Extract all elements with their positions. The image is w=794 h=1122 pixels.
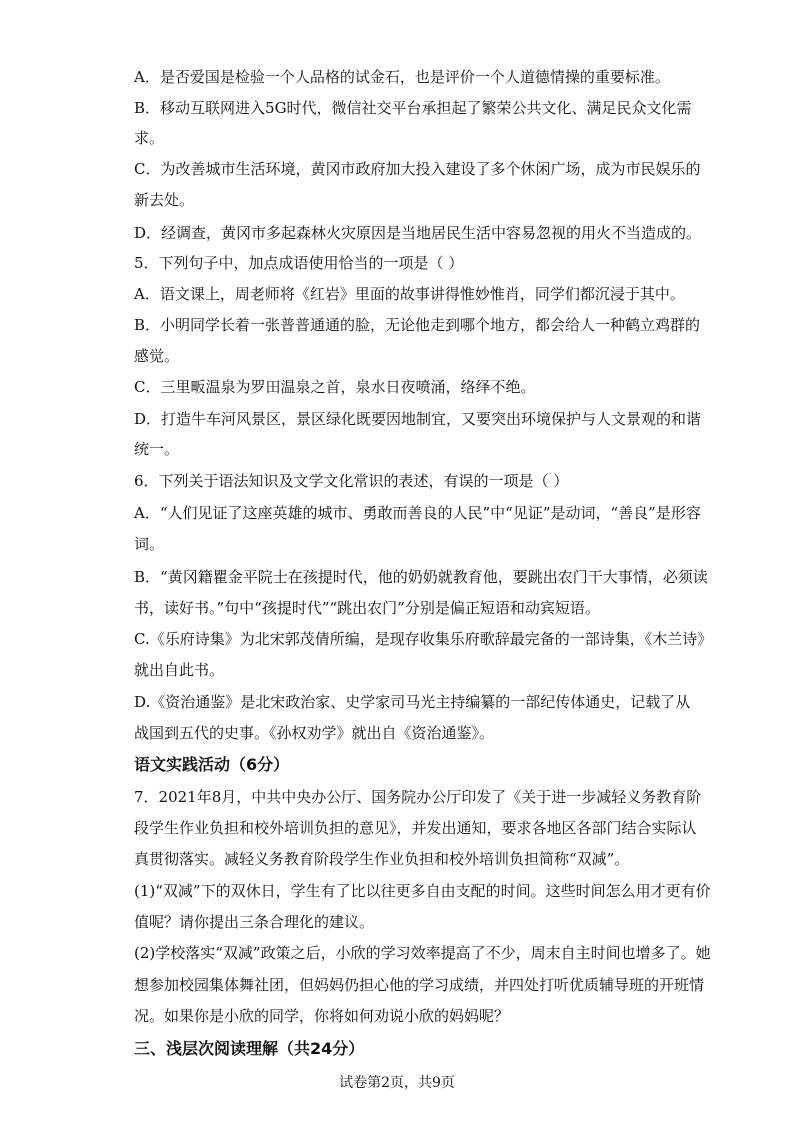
option-d-q6: D.《资治通鉴》是北宋政治家、史学家司马光主持编纂的一部纪传体通史，记载了从 [134, 693, 691, 711]
option-c-q6-cont: 就出自此书。 [134, 661, 225, 679]
question-7-cont-2: 真贯彻落实。减轻义务教育阶段学生作业负担和校外培训负担简称“双减”。 [134, 850, 630, 868]
option-b-q6-cont: 书，读好书。”句中“孩提时代”“跳出农门”分别是偏正短语和动宾短语。 [134, 599, 600, 617]
question-7-part-2-cont-1: 想参加校园集体舞社团，但妈妈仍担心他的学习成绩，并四处打听优质辅导班的开班情 [134, 976, 705, 994]
option-b-q6: B．“黄冈籍瞿金平院士在孩提时代，他的奶奶就教育他，要跳出农门干大事情，必须读 [134, 568, 708, 586]
option-c-q5: C．三里畈温泉为罗田温泉之首，泉水日夜喷涌，络绎不绝。 [134, 378, 536, 396]
page-footer: 试卷第2页，共9页 [339, 1075, 455, 1091]
option-b-q5: B．小明同学长着一张普普通通的脸，无论他走到哪个地方，都会给人一种鹤立鸡群的 [134, 316, 701, 334]
question-7: 7．2021年8月，中共中央办公厅、国务院办公厅印发了《关于进一步减轻义务教育阶 [134, 788, 702, 806]
section-heading-reading: 三、浅层次阅读理解（共24分） [134, 1039, 365, 1058]
question-7-cont-1: 段学生作业负担和校外培训负担的意见》，并发出通知，要求各地区各部门结合实际认 [134, 819, 697, 837]
option-c-q4: C．为改善城市生活环境，黄冈市政府加大投入建设了多个休闲广场，成为市民娱乐的 [134, 160, 701, 178]
question-7-part-2: (2)学校落实“双减”政策之后，小欣的学习效率提高了不少，周末自主时间也增多了。她 [134, 944, 711, 962]
option-b-q4: B．移动互联网进入5G时代，微信社交平台承担起了繁荣公共文化、满足民众文化需 [134, 99, 692, 117]
option-d-q5: D．打造牛车河风景区，景区绿化既要因地制宜，又要突出环境保护与人文景观的和谐 [134, 410, 702, 428]
option-a-q6: A．“人们见证了这座英雄的城市、勇敢而善良的人民”中“见证”是动词，“善良”是形容 [134, 504, 701, 522]
option-d-q5-cont: 统一。 [134, 440, 180, 458]
option-d-q4: D．经调查，黄冈市多起森林火灾原因是当地居民生活中容易忽视的用火不当造成的。 [134, 224, 702, 242]
question-7-part-1-cont: 值呢？请你提出三条合理化的建议。 [134, 913, 375, 931]
section-heading-practice: 语文实践活动（6分） [134, 755, 290, 774]
question-5: 5．下列句子中，加点成语使用恰当的一项是（ ） [134, 254, 464, 272]
option-a-q5: A．语文课上，周老师将《红岩》里面的故事讲得惟妙惟肖，同学们都沉浸于其中。 [134, 285, 685, 303]
option-b-q5-cont: 感觉。 [134, 347, 180, 365]
question-7-part-1: (1)“双减”下的双休日，学生有了比以往更多自由支配的时间。这些时间怎么用才更有价 [134, 882, 711, 900]
question-6: 6．下列关于语法知识及文学文化常识的表述，有误的一项是（ ） [134, 472, 569, 490]
option-c-q4-cont: 新去处。 [134, 191, 195, 209]
option-a-q6-cont: 词。 [134, 535, 165, 553]
option-a-q4: A．是否爱国是检验一个人品格的试金石，也是评价一个人道德情操的重要标准。 [134, 68, 670, 86]
option-d-q6-cont: 战国到五代的史事。《孙权劝学》就出自《资治通鉴》。 [134, 724, 495, 742]
option-b-q4-cont: 求。 [134, 129, 165, 147]
option-c-q6: C.《乐府诗集》为北宋郭茂倩所编，是现存收集乐府歌辞最完备的一部诗集，《木兰诗》 [134, 630, 713, 648]
question-7-part-2-cont-2: 况。如果你是小欣的同学，你将如何劝说小欣的妈妈呢？ [134, 1007, 510, 1025]
